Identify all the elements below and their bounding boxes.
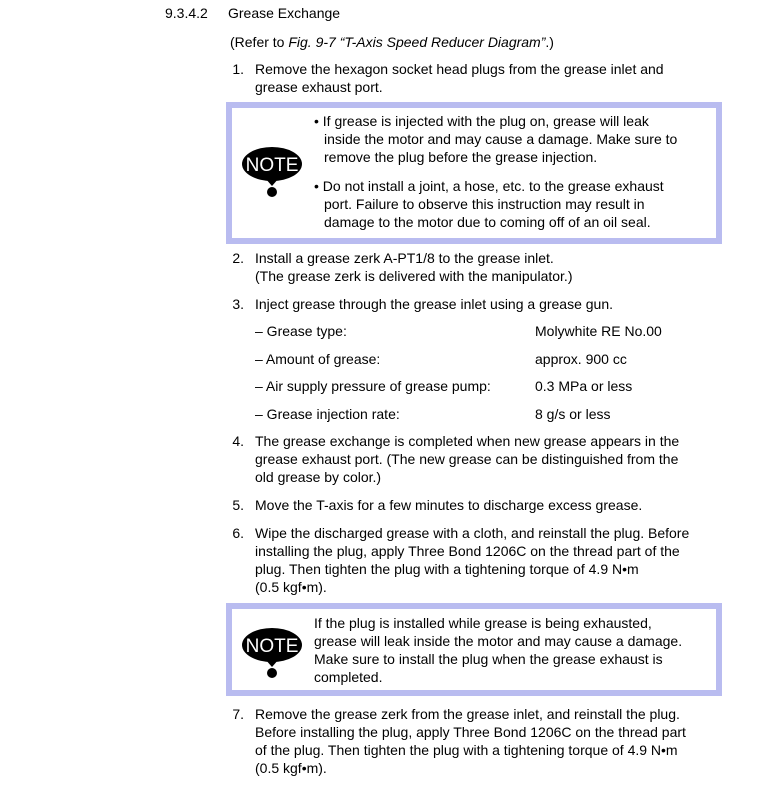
- note-bullet-line: damage to the motor due to coming off of an oil seal.: [324, 214, 651, 230]
- refer-line: [230, 33, 554, 51]
- note-icon: [240, 146, 304, 200]
- step-text-line: Move the T-axis for a few minutes to discharge excess grease.: [255, 497, 643, 513]
- note-box-2: [226, 603, 722, 696]
- step-text-line: Inject grease through the grease inlet using a grease gun.: [255, 296, 614, 312]
- grease-spec-value: 0.3 MPa or less: [535, 378, 633, 394]
- grease-spec-row: [255, 350, 725, 368]
- step-text-line: Before installing the plug, apply Three Bond 1206C on the thread part: [255, 724, 686, 740]
- note-text-line: grease will leak inside the motor and may cause a damage.: [314, 633, 683, 649]
- note-text-line: completed.: [314, 669, 383, 685]
- note-icon-label: NOTE: [245, 155, 299, 176]
- step-text-line: (The grease zerk is delivered with the manipulator.): [255, 268, 573, 284]
- step-text-line: grease exhaust port. (The new grease can be distinguished from the: [255, 451, 679, 467]
- step-number: 1.: [232, 61, 244, 77]
- step-number: 6.: [232, 525, 244, 541]
- step-text-line: plug. Then tighten the plug with a tightening torque of 4.9 N•m: [255, 561, 639, 577]
- note-bullet-line: • Do not install a joint, a hose, etc. to the grease exhaust: [314, 178, 664, 194]
- step-text-line: Install a grease zerk A-PT1/8 to the grease inlet.: [255, 250, 554, 266]
- grease-spec-value: 8 g/s or less: [535, 406, 611, 422]
- grease-spec-row: [255, 405, 725, 423]
- step-text-line: Remove the grease zerk from the grease inlet, and reinstall the plug.: [255, 706, 680, 722]
- note-icon: [240, 627, 304, 681]
- note-text-line: Make sure to install the plug when the grease exhaust is: [314, 651, 663, 667]
- refer-prefix: (Refer to: [230, 34, 289, 50]
- refer-suffix: .): [545, 34, 554, 50]
- grease-spec-value: Molywhite RE No.00: [535, 323, 662, 339]
- grease-spec-label: – Amount of grease:: [255, 351, 381, 367]
- grease-spec-row: [255, 377, 725, 395]
- note-text-line: If the plug is installed while grease is being exhausted,: [314, 615, 652, 631]
- step-number: 3.: [232, 296, 244, 312]
- step-text-line: old grease by color.): [255, 469, 382, 485]
- step-text-line: Remove the hexagon socket head plugs from the grease inlet and: [255, 61, 664, 77]
- note-bullet-line: • If grease is injected with the plug on, grease will leak: [314, 113, 649, 129]
- grease-spec-row: [255, 322, 725, 340]
- section-number: 9.3.4.2: [165, 5, 208, 21]
- grease-spec-value: approx. 900 cc: [535, 351, 627, 367]
- step-number: 7.: [232, 706, 244, 722]
- step-text-line: (0.5 kgf•m).: [255, 760, 327, 776]
- step-number: 2.: [232, 250, 244, 266]
- step-text-line: Wipe the discharged grease with a cloth, and reinstall the plug. Before: [255, 525, 690, 541]
- step-text-line: The grease exchange is completed when new grease appears in the: [255, 433, 680, 449]
- note-bullet-line: port. Failure to observe this instruction may result in: [324, 196, 645, 212]
- section-title: Grease Exchange: [228, 5, 341, 21]
- note-bullet-line: inside the motor and may cause a damage. Make sure to: [324, 131, 678, 147]
- grease-spec-label: – Grease type:: [255, 323, 347, 339]
- note-bullet-line: remove the plug before the grease injection.: [324, 149, 598, 165]
- step-text-line: of the plug. Then tighten the plug with a tightening torque of 4.9 N•m: [255, 742, 678, 758]
- step-text-line: grease exhaust port.: [255, 79, 383, 95]
- step-text-line: (0.5 kgf•m).: [255, 579, 327, 595]
- note-box-1: [226, 102, 722, 244]
- grease-spec-label: – Grease injection rate:: [255, 406, 400, 422]
- grease-spec-label: – Air supply pressure of grease pump:: [255, 378, 491, 394]
- step-number: 4.: [232, 433, 244, 449]
- step-number: 5.: [232, 497, 244, 513]
- refer-figure-link: Fig. 9-7 “T-Axis Speed Reducer Diagram”: [288, 34, 546, 50]
- step-text-line: installing the plug, apply Three Bond 1206C on the thread part of the: [255, 543, 680, 559]
- note-icon-label: NOTE: [245, 636, 299, 657]
